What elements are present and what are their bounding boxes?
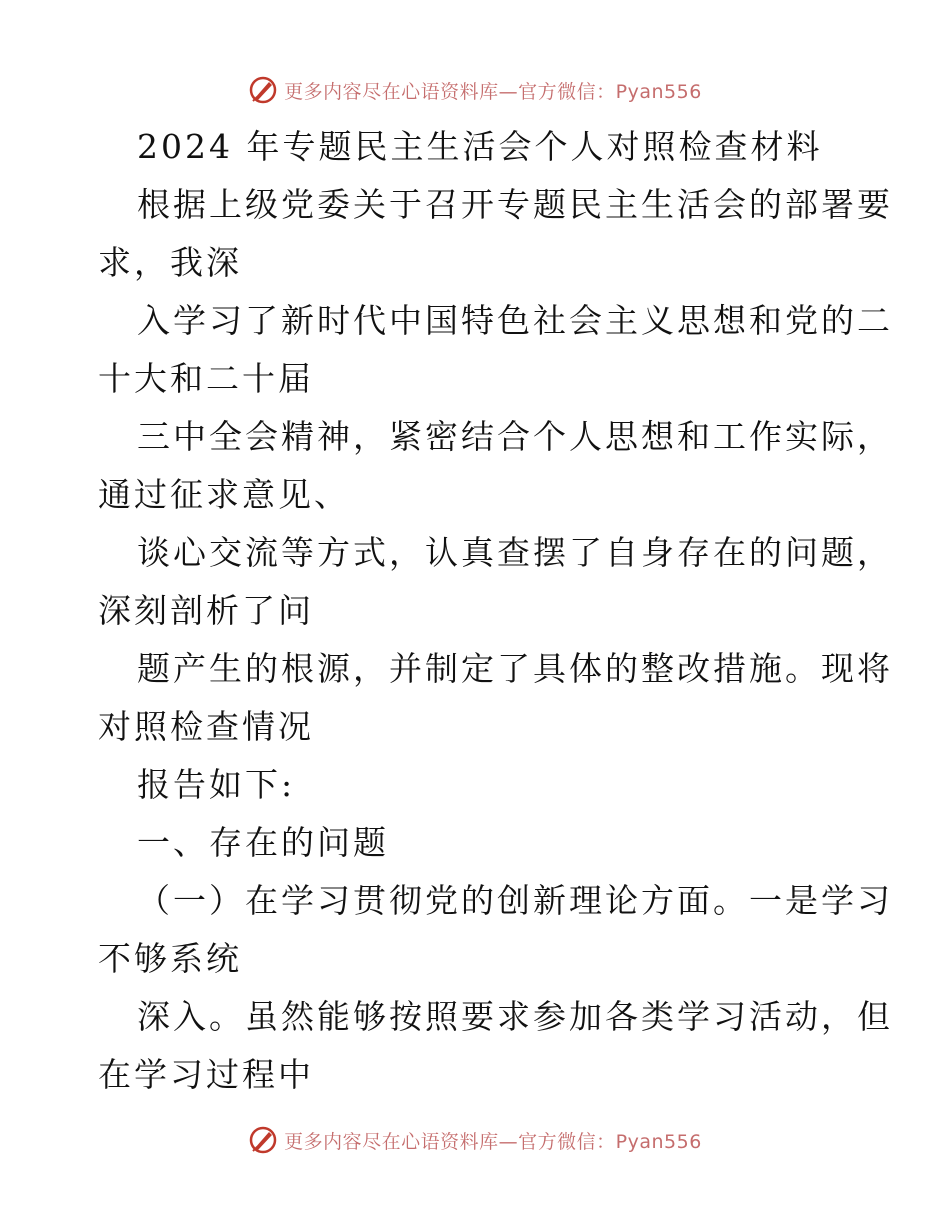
- section-heading: 一、存在的问题: [137, 823, 389, 862]
- quill-logo-icon: [248, 1125, 278, 1155]
- paragraph-line: 对照检查情况: [98, 707, 314, 746]
- paragraph-line: 谈心交流等方式，认真查摆了自身存在的问题，: [137, 533, 893, 572]
- paragraph-line: 根据上级党委关于召开专题民主生活会的部署要: [137, 185, 893, 224]
- header-watermark-banner: [0, 70, 950, 110]
- quill-logo-icon: [248, 75, 278, 105]
- paragraph-line: 报告如下:: [137, 765, 296, 804]
- paragraph-line: 入学习了新时代中国特色社会主义思想和党的二: [137, 301, 893, 340]
- subsection-heading: （一）在学习贯彻党的创新理论方面。一是学习: [137, 881, 893, 920]
- footer-watermark-banner: [0, 1120, 950, 1160]
- header-watermark-text: 更多内容尽在心语资料库—官方微信：Pyan556: [284, 80, 702, 103]
- paragraph-line: 求，我深: [98, 243, 242, 282]
- paragraph-line: 十大和二十届: [98, 359, 314, 398]
- paragraph-line: 不够系统: [98, 939, 242, 978]
- document-body: [98, 118, 893, 1104]
- footer-watermark-text: 更多内容尽在心语资料库—官方微信：Pyan556: [284, 1130, 702, 1153]
- paragraph-line: 深入。虽然能够按照要求参加各类学习活动，但: [137, 997, 893, 1036]
- paragraph-line: 深刻剖析了问: [98, 591, 314, 630]
- paragraph-line: 题产生的根源，并制定了具体的整改措施。现将: [137, 649, 893, 688]
- paragraph-line: 三中全会精神，紧密结合个人思想和工作实际，: [137, 417, 893, 456]
- doc-title: 2024 年专题民主生活会个人对照检查材料: [137, 127, 823, 166]
- paragraph-line: 在学习过程中: [98, 1055, 314, 1094]
- paragraph-line: 通过征求意见、: [98, 475, 350, 514]
